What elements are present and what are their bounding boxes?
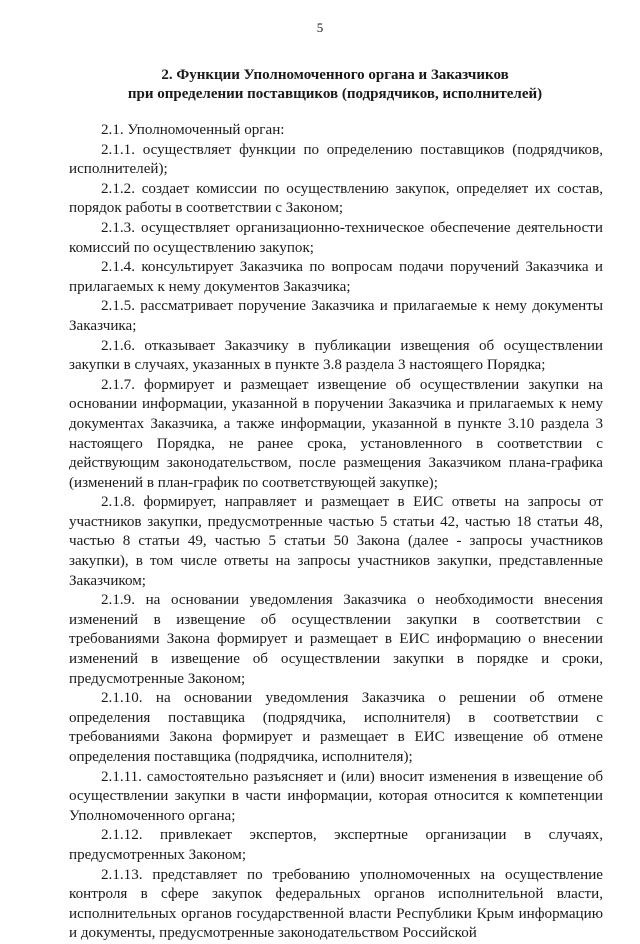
- section-heading-line-1: 2. Функции Уполномоченного органа и Заказчиков: [161, 67, 509, 83]
- paragraph: 2.1.11. самостоятельно разъясняет и (или) вносит изменения в извещение об осуществлении закупки в части информации, которая относится к компетенции Уполномоченного органа;: [69, 768, 603, 824]
- paragraph: 2.1.8. формирует, направляет и размещает в ЕИС ответы на запросы от участников закупки, предусмотренные частью 5 статьи 42, частью 18 статьи 48, частью 8 статьи 49, частью 5 статьи 50 Закона (далее - запросы участников закупки), в том числе ответы на запросы участников закупки, представленные Заказчиком;: [69, 494, 603, 589]
- paragraph: 2.1.5. рассматривает поручение Заказчика и прилагаемые к нему документы Заказчика;: [69, 298, 603, 334]
- paragraph: 2.1.7. формирует и размещает извещение об осуществлении закупки на основании информации, указанной в поручении Заказчика и прилагаемых к нему документах Заказчика, а также информации, указанной в пункте 3.10 раздела 3 настоящего Порядка, не ранее срока, установленного в соответствии с действующим законодательством, после размещения Заказчиком плана-графика (изменений в план-график по соответствующей закупке);: [69, 376, 603, 491]
- paragraph: 2.1.1. осуществляет функции по определению поставщиков (подрядчиков, исполнителей);: [69, 141, 603, 178]
- paragraph: 2.1. Уполномоченный орган:: [101, 122, 285, 138]
- paragraph: 2.1.9. на основании уведомления Заказчика о необходимости внесения изменений в извещение об осуществлении закупки в соответствии с требованиями Закона формирует и размещает в ЕИС информацию о внесении изменений в извещение об осуществлении закупки в порядке и сроки, предусмотренные Законом;: [69, 592, 603, 687]
- section-heading-line-2: при определении поставщиков (подрядчиков, исполнителей): [127, 86, 543, 102]
- paragraph: 2.1.4. консультирует Заказчика по вопросам подачи поручений Заказчика и прилагаемых к нему документов Заказчика;: [69, 259, 603, 295]
- section-heading: [70, 66, 600, 104]
- paragraph: 2.1.3. осуществляет организационно-техническое обеспечение деятельности комиссий по осуществлению закупок;: [69, 219, 603, 256]
- paragraph: 2.1.13. представляет по требованию уполномоченных на осуществление контроля в сфере закупок федеральных органов исполнительной власти, исполнительных органов государственной власти Республики Крым информацию и документы, предусмотренные законодательством Российской: [69, 866, 603, 942]
- paragraph: 2.1.10. на основании уведомления Заказчика о решении об отмене определения поставщика (подрядчика, исполнителя) в соответствии с требованиями Закона формирует и размещает в ЕИС извещение об отмене определения поставщика (подрядчика, исполнителя);: [69, 690, 603, 765]
- paragraph: 2.1.12. привлекает экспертов, экспертные организации в случаях, предусмотренных Законом;: [69, 827, 603, 863]
- document-body: [69, 121, 603, 944]
- page-number: 5: [316, 20, 324, 35]
- paragraph: 2.1.6. отказывает Заказчику в публикации извещения об осуществлении закупки в случаях, указанных в пункте 3.8 раздела 3 настоящего Порядка;: [69, 337, 603, 374]
- paragraph: 2.1.2. создает комиссии по осуществлению закупок, определяет их состав, порядок работы в соответствии с Законом;: [69, 180, 603, 217]
